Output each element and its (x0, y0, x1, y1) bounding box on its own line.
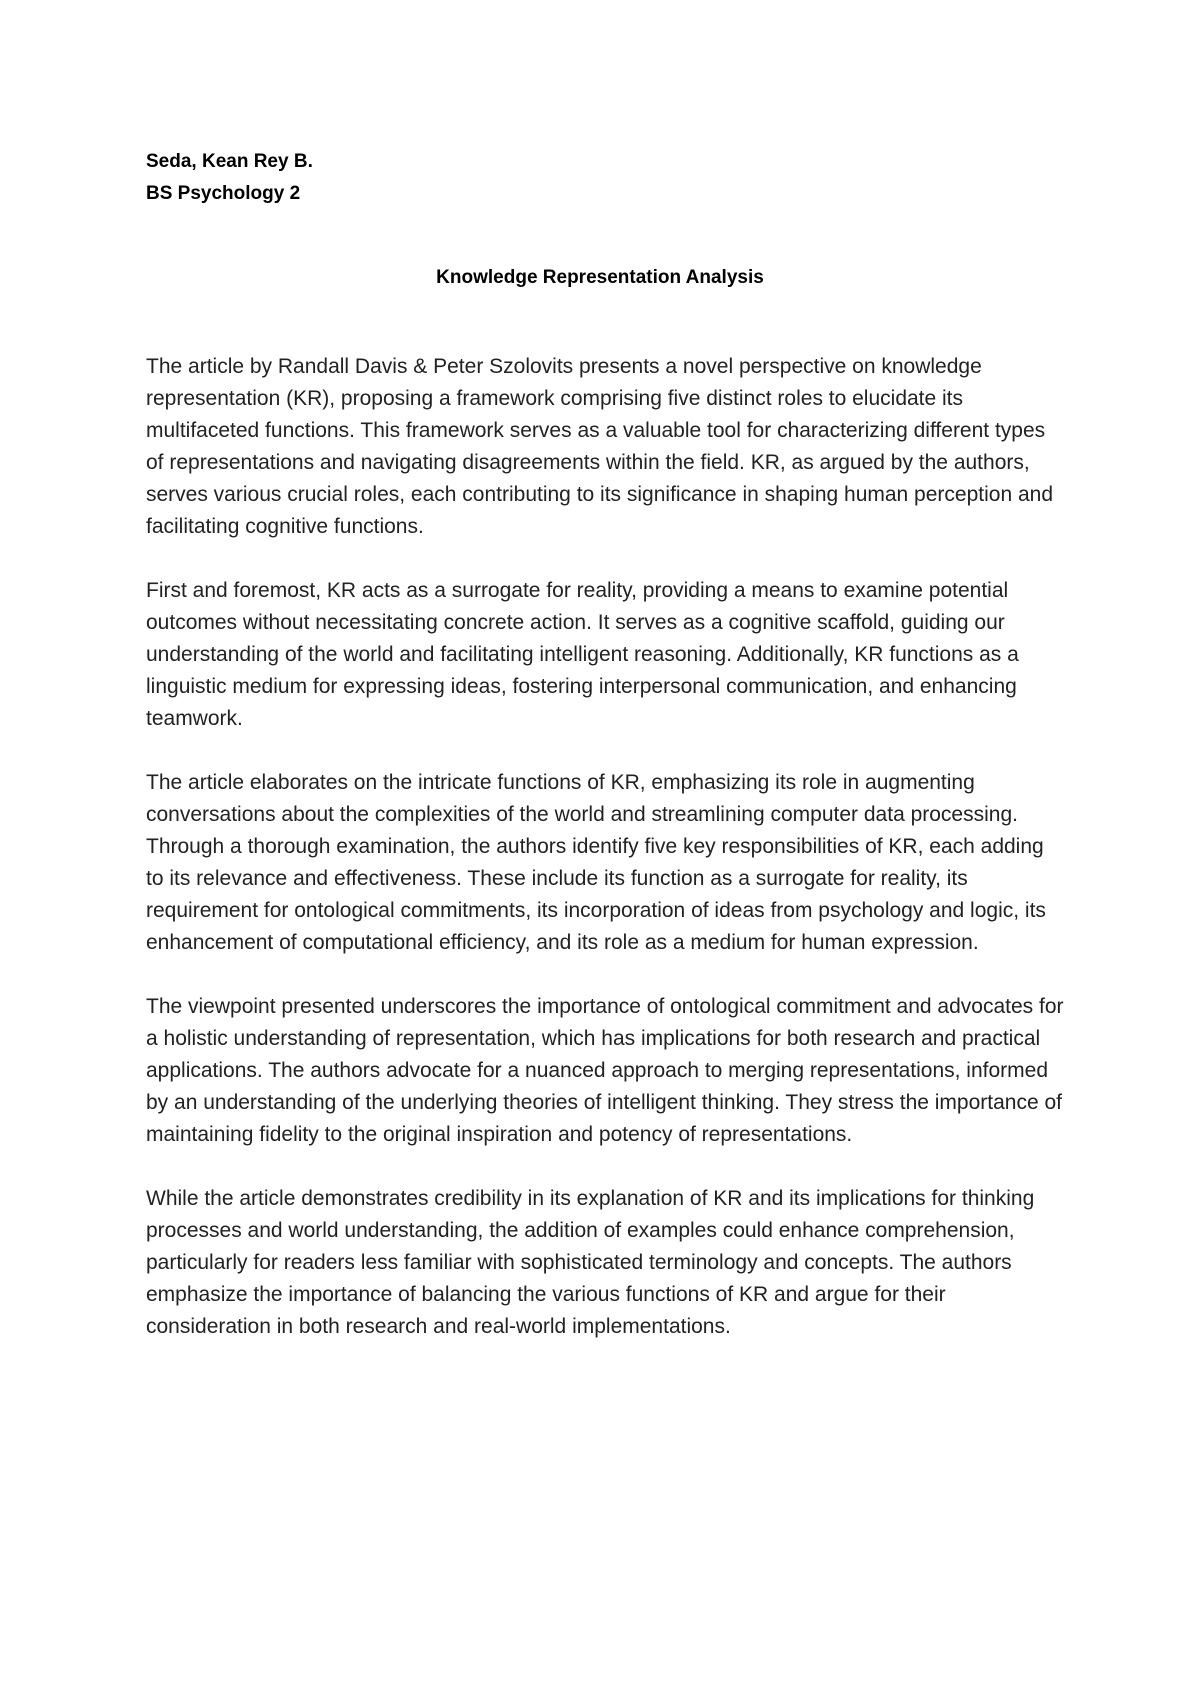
author-name: Seda, Kean Rey B. (146, 151, 313, 172)
document-title: Knowledge Representation Analysis (436, 267, 764, 288)
author-header (146, 146, 1046, 210)
paragraph: While the article demonstrates credibility in its explanation of KR and its implications for thinking processes and world understanding, the addition of examples could enhance comprehension, particularly for readers less familiar with sophisticated terminology and concepts. The authors emphasize the importance of balancing the various functions of KR and argue for their consideration in both research and real-world implementations. (146, 1187, 1035, 1338)
paragraph: The article elaborates on the intricate functions of KR, emphasizing its role in augmenting conversations about the complexities of the world and streamlining computer data processing. Through a thorough examination, the authors identify five key responsibilities of KR, each adding to its relevance and effectiveness. These include its function as a surrogate for reality, its requirement for ontological commitments, its incorporation of ideas from psychology and logic, its enhancement of computational efficiency, and its role as a medium for human expression. (146, 771, 1046, 954)
paragraph: The article by Randall Davis & Peter Szolovits presents a novel perspective on knowledge representation (KR), proposing a framework comprising five distinct roles to elucidate its multifaceted functions. This framework serves as a valuable tool for characterizing different types of representations and navigating disagreements within the field. KR, as argued by the authors, serves various crucial roles, each contributing to its significance in shaping human perception and facilitating cognitive functions. (146, 355, 1053, 538)
document-body (146, 351, 1066, 1375)
course-label: BS Psychology 2 (146, 183, 301, 204)
paragraph: First and foremost, KR acts as a surrogate for reality, providing a means to examine potential outcomes without necessitating concrete action. It serves as a cognitive scaffold, guiding our understanding of the world and facilitating intelligent reasoning. Additionally, KR functions as a linguistic medium for expressing ideas, fostering interpersonal communication, and enhancing teamwork. (146, 579, 1019, 730)
paragraph: The viewpoint presented underscores the importance of ontological commitment and advocates for a holistic understanding of representation, which has implications for both research and practical applications. The authors advocate for a nuanced approach to merging representations, informed by an understanding of the underlying theories of intelligent thinking. They stress the importance of maintaining fidelity to the original inspiration and potency of representations. (146, 995, 1064, 1146)
